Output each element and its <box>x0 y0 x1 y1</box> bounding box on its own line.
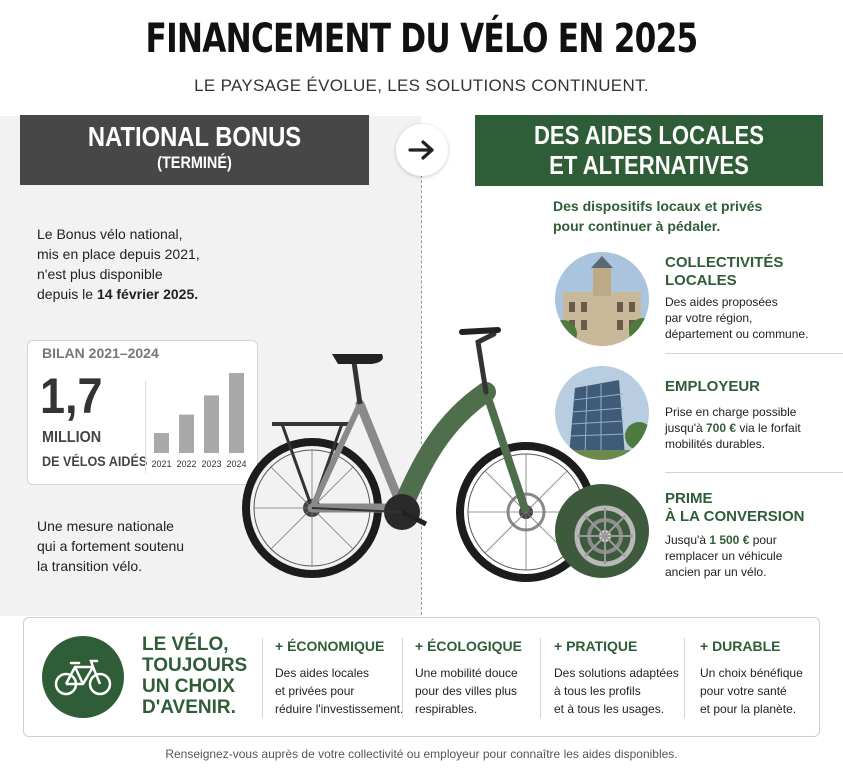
aid-description: Jusqu'à 1 500 € pour remplacer un véhicule ancien par un vélo. <box>665 533 783 579</box>
bar-2023 <box>204 395 219 453</box>
conclusion-line: qui a fortement soutenu <box>37 538 185 554</box>
benefit-text: Des solutions adaptées à tous les profils et à tous les usages. <box>554 666 679 716</box>
conversion-amount: 1 500 € <box>709 533 750 547</box>
intro-line: n'est plus disponible <box>37 266 163 282</box>
local-aids-intro <box>553 196 762 236</box>
benefit-text: Un choix bénéfique pour votre santé et pour la planète. <box>700 666 803 716</box>
local-aids-title-line1: DES AIDES LOCALES <box>533 120 765 150</box>
aid-collectivites <box>555 252 823 352</box>
conclusion-line: Une mesure nationale <box>37 518 174 534</box>
aid-description: Prise en charge possible jusqu'à 700 € via le forfait mobilités durables. <box>665 405 801 451</box>
bilan-unit-line2: DE VÉLOS AIDÉS <box>42 453 148 469</box>
conclusion-line: la transition vélo. <box>37 558 143 574</box>
aid-title: COLLECTIVITÉS LOCALES <box>665 254 784 289</box>
end-date: 14 février 2025. <box>96 286 199 302</box>
benefit-durable <box>700 638 816 718</box>
local-intro-line1: Des dispositifs locaux et privés <box>553 198 763 214</box>
benefit-text: Des aides locales et privées pour réduire l'investissement. <box>275 666 404 716</box>
aid-title: PRIME À LA CONVERSION <box>665 490 805 525</box>
intro-line: Le Bonus vélo national, <box>37 226 183 242</box>
tick-label-2021: 2021 <box>151 459 172 469</box>
benefit-title: + DURABLE <box>700 638 781 654</box>
tick-label-2024: 2024 <box>226 459 247 469</box>
bilan-value: 1,7 <box>40 368 103 424</box>
national-conclusion <box>37 516 184 576</box>
footer-note: Renseignez-vous auprès de votre collectivité ou employeur pour connaître les aides disponibles. <box>165 747 678 761</box>
bike-gear-photo <box>555 484 649 578</box>
benefit-title: + PRATIQUE <box>554 638 638 654</box>
bilan-label: BILAN 2021–2024 <box>42 345 159 361</box>
arrow-right-icon <box>396 124 448 176</box>
benefit-title: + ÉCONOMIQUE <box>275 638 385 654</box>
aid-title: EMPLOYEUR <box>665 378 761 395</box>
national-bonus-status: (TERMINÉ) <box>157 153 232 172</box>
bicycle-illustration <box>242 312 602 582</box>
bicycle-icon <box>42 636 124 718</box>
city-hall-photo <box>555 252 649 346</box>
benefit-title: + ÉCOLOGIQUE <box>415 638 522 654</box>
aid-separator <box>665 472 843 473</box>
page-title: FINANCEMENT DU VÉLO EN 2025 <box>145 16 698 62</box>
bilan-card <box>27 340 258 485</box>
national-intro <box>37 224 297 304</box>
bike-slogan: LE VÉLO, TOUJOURS UN CHOIX D'AVENIR. <box>142 634 248 718</box>
tick-label-2023: 2023 <box>201 459 222 469</box>
bilan-unit-line1: MILLION <box>42 429 102 446</box>
aid-employeur <box>555 366 823 466</box>
tick-label-2022: 2022 <box>176 459 197 469</box>
local-aids-title-line2: ET ALTERNATIVES <box>549 150 749 180</box>
office-building-photo <box>555 366 649 460</box>
column-separator <box>262 638 263 718</box>
intro-line: depuis le 14 février 2025. <box>37 286 199 302</box>
benefit-economique <box>275 638 407 718</box>
column-separator <box>402 638 403 718</box>
aid-prime-conversion <box>555 484 823 584</box>
benefit-pratique <box>554 638 682 718</box>
bar-2022 <box>179 415 194 453</box>
page-subtitle: LE PAYSAGE ÉVOLUE, LES SOLUTIONS CONTINUENT. <box>194 76 649 95</box>
benefits-banner <box>23 617 820 737</box>
national-bonus-header <box>20 115 369 185</box>
local-intro-line2: pour continuer à pédaler. <box>553 218 721 234</box>
local-aids-header <box>475 115 823 186</box>
benefit-text: Une mobilité douce pour des villes plus respirables. <box>415 666 518 716</box>
aid-separator <box>665 353 843 354</box>
bar-2021 <box>154 433 169 453</box>
aid-description: Des aides proposées par votre région, département ou commune. <box>665 295 809 341</box>
intro-line: mis en place depuis 2021, <box>37 246 200 262</box>
benefit-ecologique <box>415 638 539 718</box>
column-separator <box>540 638 541 718</box>
national-bonus-title: NATIONAL BONUS <box>87 121 302 152</box>
column-separator <box>684 638 685 718</box>
employer-amount: 700 € <box>706 421 737 435</box>
